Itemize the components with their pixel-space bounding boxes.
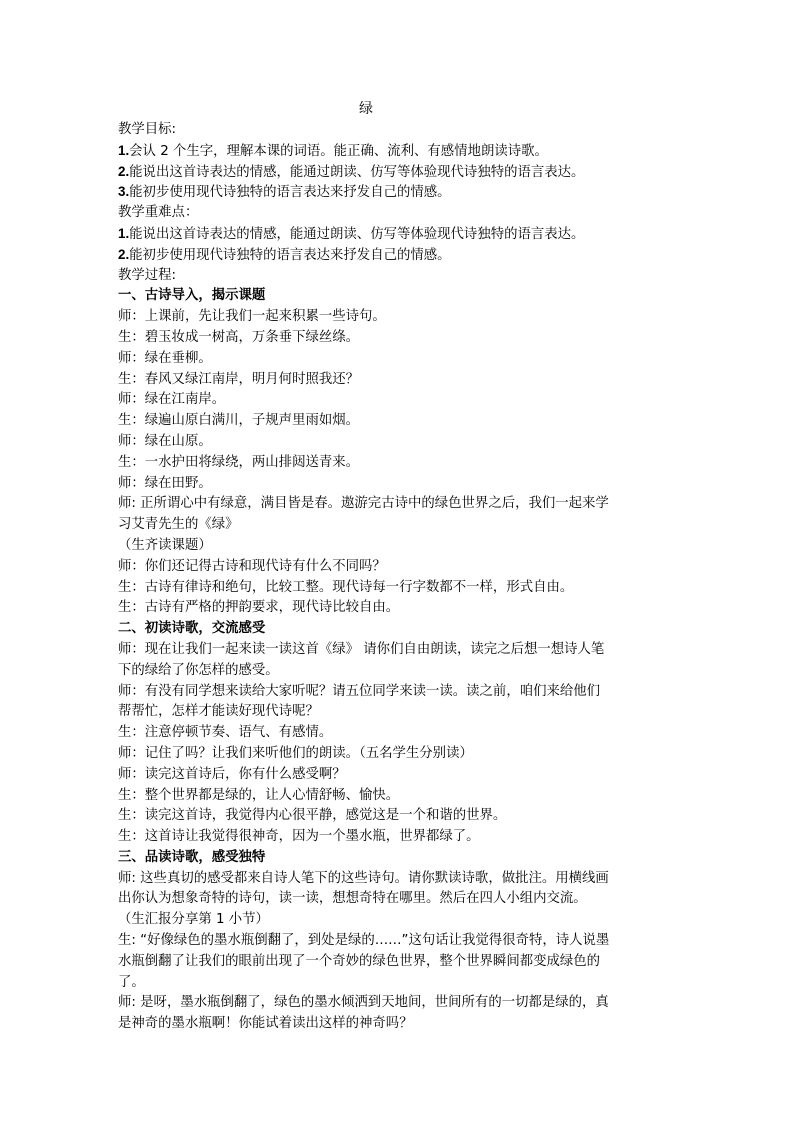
text-line (118, 453, 612, 474)
line-text: 二、初读诗歌，交流感受 (118, 621, 266, 637)
text-line (118, 390, 612, 411)
document-body (118, 120, 612, 1035)
text-line (118, 869, 612, 911)
text-line (118, 141, 612, 162)
line-text: 会认 2 个生字，理解本课的词语。能正确、流利、有感情地朗读诗歌。 (129, 143, 548, 159)
text-line (118, 682, 612, 724)
section-heading (118, 848, 612, 869)
line-text: 生：这首诗让我觉得很神奇，因为一个墨水瓶，世界都绿了。 (118, 829, 480, 845)
line-text: 师：绿在田野。 (118, 475, 212, 491)
line-text: 教学目标: (118, 122, 177, 137)
line-text: （生齐读课题） (118, 537, 212, 553)
line-text: 师：记住了吗？让我们来听他们的朗读。（五名学生分别读） (118, 745, 473, 761)
text-line (118, 640, 612, 682)
line-text: 能说出这首诗表达的情感，能通过朗读、仿写等体验现代诗独特的语言表达。 (129, 164, 585, 180)
text-line (118, 432, 612, 453)
line-text: 师：绿在山原。 (118, 433, 212, 449)
text-line (118, 931, 612, 993)
item-number: 1. (118, 142, 130, 158)
item-number: 2. (118, 246, 130, 262)
line-text: 生：注意停顿节奏、语气、有感情。 (118, 725, 333, 741)
text-line (118, 224, 612, 245)
text-line (118, 307, 612, 328)
text-line (118, 827, 612, 848)
text-line (118, 370, 612, 391)
line-text: 一、古诗导入，揭示课题 (118, 288, 266, 304)
line-text: 师：读完这首诗后，你有什么感受啊？ (118, 766, 346, 782)
section-heading (118, 619, 612, 640)
text-line (118, 765, 612, 786)
text-line (118, 328, 612, 349)
text-line (118, 349, 612, 370)
text-line (118, 910, 612, 931)
text-line (118, 786, 612, 807)
text-line (118, 598, 612, 619)
line-text: 能初步使用现代诗独特的语言表达来抒发自己的情感。 (129, 247, 451, 263)
line-text: 师：绿在江南岸。 (118, 392, 226, 408)
line-text: 师：绿在垂柳。 (118, 350, 212, 366)
line-text: 师: 是呀，墨水瓶倒翻了，绿色的墨水倾洒到天地间，世间所有的一切都是绿的，真是神奇的墨水瓶啊！你能试着读出这样的神奇吗？ (118, 995, 609, 1032)
text-line (118, 494, 612, 536)
item-number: 1. (118, 225, 130, 241)
text-line (118, 578, 612, 599)
line-text: 生：绿遍山原白满川，子规声里雨如烟。 (118, 413, 360, 429)
section-heading (118, 286, 612, 307)
line-text: （生汇报分享第 1 小节） (118, 912, 269, 928)
line-text: 生：读完这首诗，我觉得内心很平静，感觉这是一个和谐的世界。 (118, 808, 507, 824)
line-text: 师：有没有同学想来读给大家听呢？请五位同学来读一读。读之前，咱们来给他们帮帮忙，怎样才能读好现代诗呢？ (118, 683, 601, 720)
document-title: 绿 (359, 101, 373, 117)
text-line (118, 266, 612, 287)
line-text: 师：你们还记得古诗和现代诗有什么不同吗？ (118, 558, 386, 574)
text-line (118, 744, 612, 765)
line-text: 能初步使用现代诗独特的语言表达来抒发自己的情感。 (129, 185, 451, 201)
line-text: 教学过程: (118, 267, 177, 283)
text-line (118, 245, 612, 266)
item-number: 3. (118, 184, 130, 200)
line-text: 生：整个世界都是绿的，让人心情舒畅、愉快。 (118, 787, 400, 803)
line-text: 师: 正所谓心中有绿意，满目皆是春。遨游完古诗中的绿色世界之后，我们一起来学习艾青先生的《绿》 (118, 496, 609, 533)
line-text: 教学重难点： (118, 205, 199, 221)
line-text: 生：一水护田将绿绕，两山排闼送青来。 (118, 454, 360, 470)
text-line (118, 993, 612, 1035)
text-line (118, 203, 612, 224)
line-text: 师: 这些真切的感受都来自诗人笔下的这些诗句。请你默读诗歌，做批注。用横线画出你认为想象奇特的诗句，读一读，想想奇特在哪里。然后在四人小组内交流。 (118, 870, 609, 907)
text-line (118, 162, 612, 183)
line-text: 师：上课前，先让我们一起来积累一些诗句。 (118, 309, 386, 325)
item-number: 2. (118, 163, 130, 179)
line-text: 生: “好像绿色的墨水瓶倒翻了，到处是绿的……”这句话让我觉得很奇特，诗人说墨水瓶倒翻了让我们的眼前出现了一个奇妙的绿色世界，整个世界瞬间都变成绿色的了。 (118, 933, 610, 990)
line-text: 师：现在让我们一起来读一读这首《绿》 请你们自由朗读，读完之后想一想诗人笔下的绿给了你怎样的感受。 (118, 641, 605, 678)
line-text: 生：碧玉妆成一树高，万条垂下绿丝绦。 (118, 329, 360, 345)
line-text: 三、品读诗歌，感受独特 (118, 849, 266, 865)
text-line (118, 536, 612, 557)
text-line (118, 806, 612, 827)
text-line (118, 723, 612, 744)
text-line (118, 120, 612, 141)
line-text: 生：古诗有严格的押韵要求，现代诗比较自由。 (118, 600, 400, 616)
line-text: 能说出这首诗表达的情感，能通过朗读、仿写等体验现代诗独特的语言表达。 (129, 226, 585, 242)
text-line (118, 411, 612, 432)
line-text: 生：古诗有律诗和绝句，比较工整。现代诗每一行字数都不一样，形式自由。 (118, 579, 574, 595)
line-text: 生：春风又绿江南岸，明月何时照我还？ (118, 371, 360, 387)
text-line (118, 474, 612, 495)
text-line (118, 557, 612, 578)
text-line (118, 182, 612, 203)
